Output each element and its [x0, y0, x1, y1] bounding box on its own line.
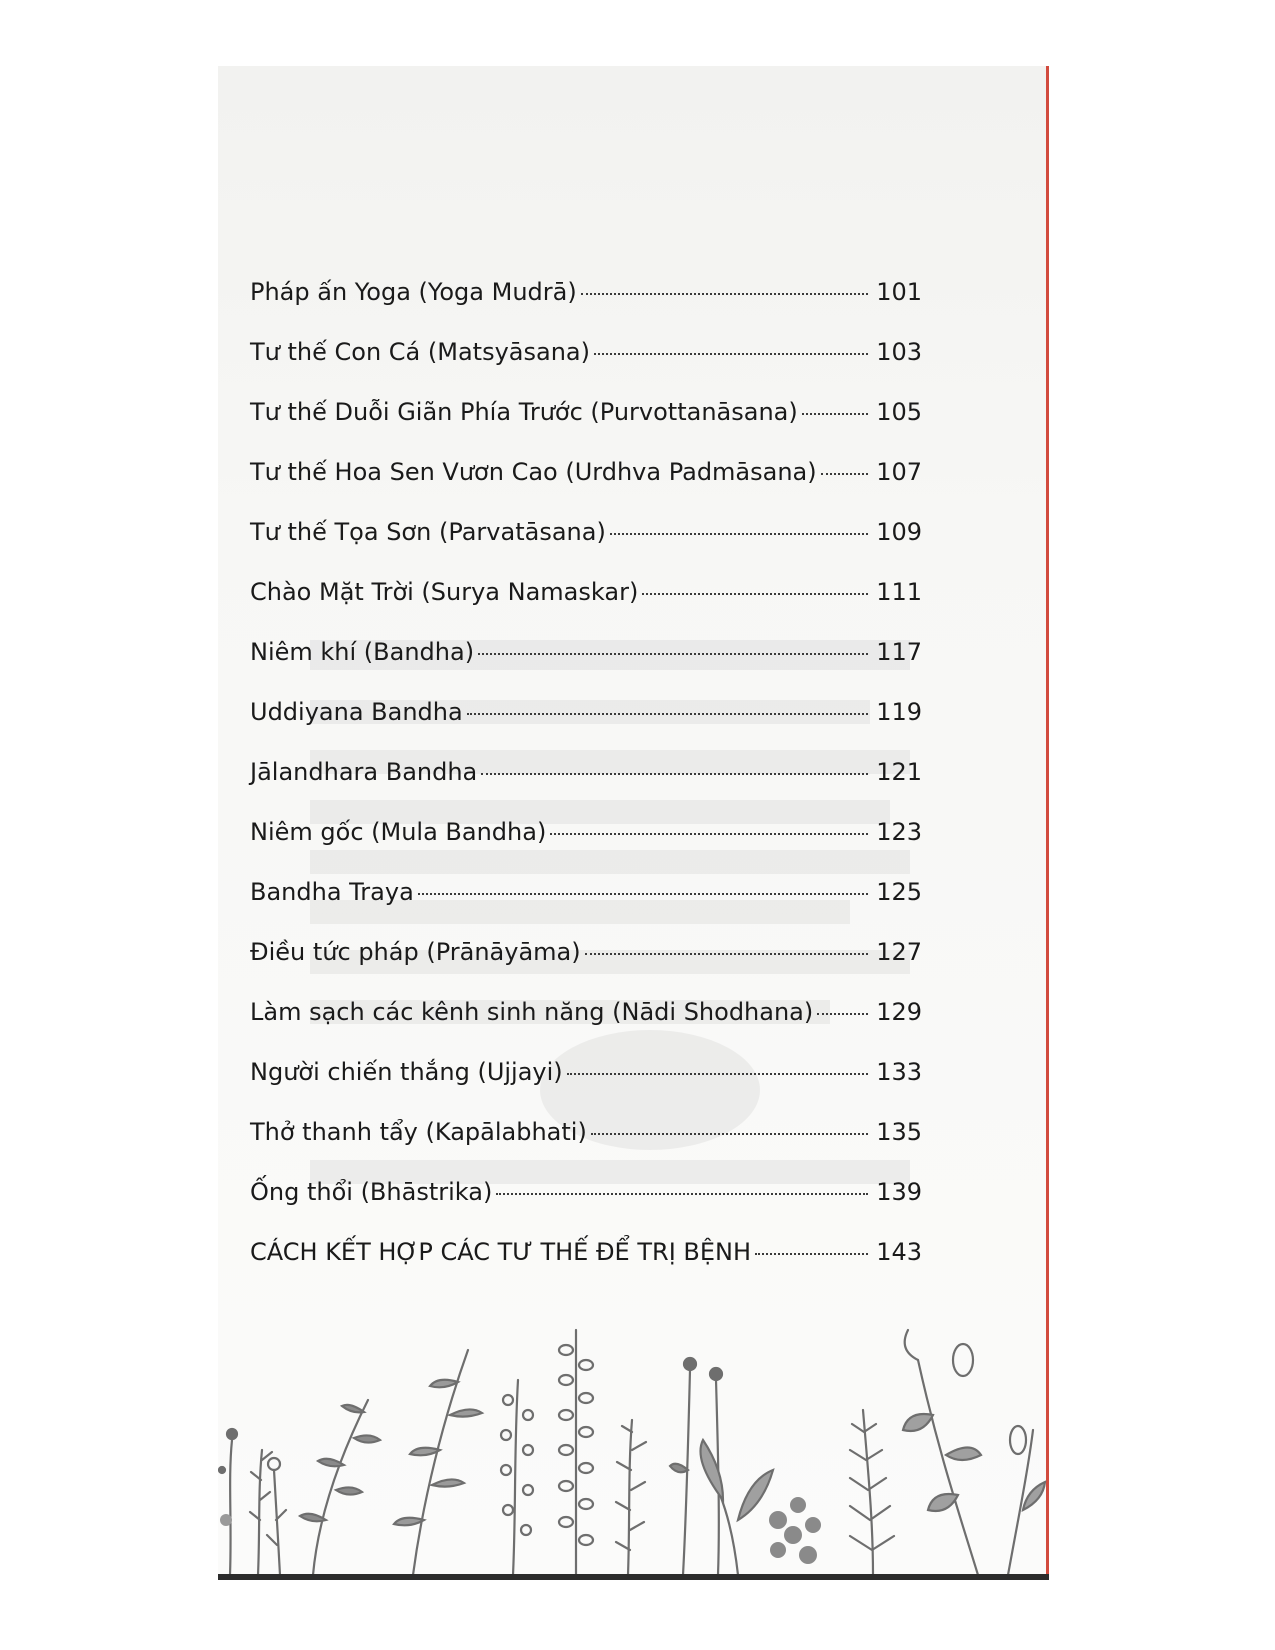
- toc-entry-title: Tư thế Hoa Sen Vươn Cao (Urdhva Padmāsana): [250, 458, 817, 486]
- berry-stem-icon: [501, 1380, 533, 1575]
- toc-entry-title: Pháp ấn Yoga (Yoga Mudrā): [250, 278, 577, 306]
- toc-entry[interactable]: [250, 1058, 922, 1118]
- toc-entry-page: 127: [876, 938, 922, 966]
- toc-entry-page: 107: [876, 458, 922, 486]
- dot-leader: [567, 1073, 868, 1075]
- toc-entry[interactable]: [250, 818, 922, 878]
- dot-leader: [481, 773, 868, 775]
- toc-entry[interactable]: [250, 578, 922, 638]
- toc-entry-page: 133: [876, 1058, 922, 1086]
- page-bottom-edge: [218, 1574, 1049, 1580]
- dot-leader: [581, 293, 868, 295]
- toc-entry-page: 109: [876, 518, 922, 546]
- toc-entry[interactable]: [250, 758, 922, 818]
- toc-entry-page: 119: [876, 698, 922, 726]
- toc-entry[interactable]: [250, 458, 922, 518]
- dot-leader: [817, 1013, 868, 1015]
- toc-entry-title: Bandha Traya: [250, 878, 414, 906]
- leafy-branch-icon: [300, 1400, 380, 1575]
- toc-entry-page: 135: [876, 1118, 922, 1146]
- toc-entry-page: 105: [876, 398, 922, 426]
- dot-leader: [755, 1253, 868, 1255]
- toc-entry-page: 139: [876, 1178, 922, 1206]
- pine-branch-icon: [850, 1410, 894, 1575]
- dot-leader: [642, 593, 868, 595]
- toc-entry-title: Niêm khí (Bandha): [250, 638, 475, 666]
- sprig-icon: [250, 1450, 272, 1575]
- toc-entry[interactable]: [250, 998, 922, 1058]
- toc-entry-title: Ống thổi (Bhāstrika): [250, 1178, 493, 1206]
- toc-entry[interactable]: [250, 278, 922, 338]
- toc-entry[interactable]: [250, 1178, 922, 1238]
- toc-entry-page: 121: [876, 758, 922, 786]
- toc-entry[interactable]: [250, 338, 922, 398]
- berry-bush-icon: [769, 1497, 821, 1564]
- toc-entry-title: Niêm gốc (Mula Bandha): [250, 818, 547, 846]
- fern-icon: [616, 1420, 646, 1575]
- dot-leader: [821, 473, 868, 475]
- toc-entry-title: Thở thanh tẩy (Kapālabhati): [250, 1118, 587, 1146]
- olive-branch-icon: [394, 1350, 482, 1575]
- toc-entry[interactable]: [250, 1118, 922, 1178]
- toc-entry-title: Jālandhara Bandha: [250, 758, 478, 786]
- toc-entry[interactable]: [250, 878, 922, 938]
- table-of-contents: [250, 278, 922, 1298]
- toc-entry-title: Uddiyana Bandha: [250, 698, 463, 726]
- toc-entry[interactable]: [250, 638, 922, 698]
- toc-entry-page: 103: [876, 338, 922, 366]
- dot-leader: [585, 953, 868, 955]
- toc-entry-title: Tư thế Duỗi Giãn Phía Trước (Purvottanāsana): [250, 398, 798, 426]
- toc-entry-title: CÁCH KẾT HỢP CÁC TƯ THẾ ĐỂ TRỊ BỆNH: [250, 1238, 752, 1266]
- dot-leader: [418, 893, 868, 895]
- toc-entry-title: Tư thế Con Cá (Matsyāsana): [250, 338, 590, 366]
- dot-leader: [496, 1193, 868, 1195]
- leaf-pair-icon: [701, 1440, 774, 1575]
- dot-leader: [550, 833, 868, 835]
- dot-leader: [594, 353, 868, 355]
- dot-leader: [591, 1133, 868, 1135]
- dot-leader: [467, 713, 868, 715]
- toc-entry[interactable]: [250, 1238, 922, 1298]
- toc-entry-page: 111: [876, 578, 922, 606]
- dot-leader: [610, 533, 868, 535]
- small-flower-icon: [219, 1429, 237, 1575]
- toc-entry-title: Người chiến thắng (Ujjayi): [250, 1058, 563, 1086]
- toc-entry-page: 123: [876, 818, 922, 846]
- daisy-icon: [267, 1458, 286, 1575]
- toc-entry-page: 125: [876, 878, 922, 906]
- toc-entry-title: Chào Mặt Trời (Surya Namaskar): [250, 578, 639, 606]
- toc-entry-title: Tư thế Tọa Sơn (Parvatāsana): [250, 518, 606, 546]
- toc-entry-page: 117: [876, 638, 922, 666]
- toc-entry[interactable]: [250, 518, 922, 578]
- dot-leader: [802, 413, 868, 415]
- toc-entry[interactable]: [250, 938, 922, 998]
- toc-entry-title: Làm sạch các kênh sinh năng (Nādi Shodhana): [250, 998, 814, 1026]
- loop-stem-icon: [559, 1330, 593, 1575]
- toc-entry-page: 101: [876, 278, 922, 306]
- toc-entry-page: 129: [876, 998, 922, 1026]
- toc-entry-title: Điều tức pháp (Prānāyāma): [250, 938, 581, 966]
- toc-entry[interactable]: [250, 698, 922, 758]
- dot-leader: [478, 653, 868, 655]
- toc-entry-page: 143: [876, 1238, 922, 1266]
- toc-entry[interactable]: [250, 398, 922, 458]
- botanical-border-illustration: [218, 1320, 1048, 1575]
- curly-branch-icon: [903, 1330, 1045, 1575]
